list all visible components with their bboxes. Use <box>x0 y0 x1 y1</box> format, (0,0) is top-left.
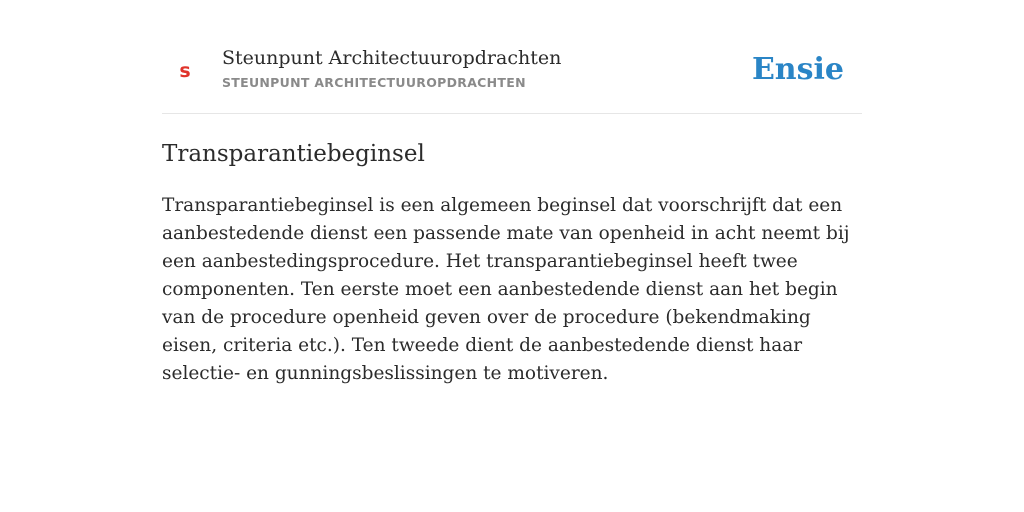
organization-name[interactable]: Steunpunt Architectuuropdrachten <box>222 47 562 69</box>
definition-title: Transparantiebeginsel <box>162 141 425 167</box>
organization-logo: s <box>179 60 191 82</box>
ensie-brand-logo[interactable]: Ensie <box>751 52 844 87</box>
organization-subtitle: STEUNPUNT ARCHITECTUUROPDRACHTEN <box>222 75 526 90</box>
definition-body: Transparantiebeginsel is een algemeen beginsel dat voorschrijft dat een aanbestedende dienst een passende mate van openheid in acht neemt bij een aanbestedingsprocedure. Het transparantiebeginsel heeft twee componenten. Ten eerste moet een aanbestedende dienst aan het begin van de procedure openheid geven over de procedure (bekendmaking eisen, criteria etc.). Ten tweede dient de aanbestedende dienst haar selectie- en gunningsbeslissingen te motiveren. <box>162 195 850 384</box>
card-header <box>162 40 862 114</box>
definition-card <box>162 40 862 388</box>
